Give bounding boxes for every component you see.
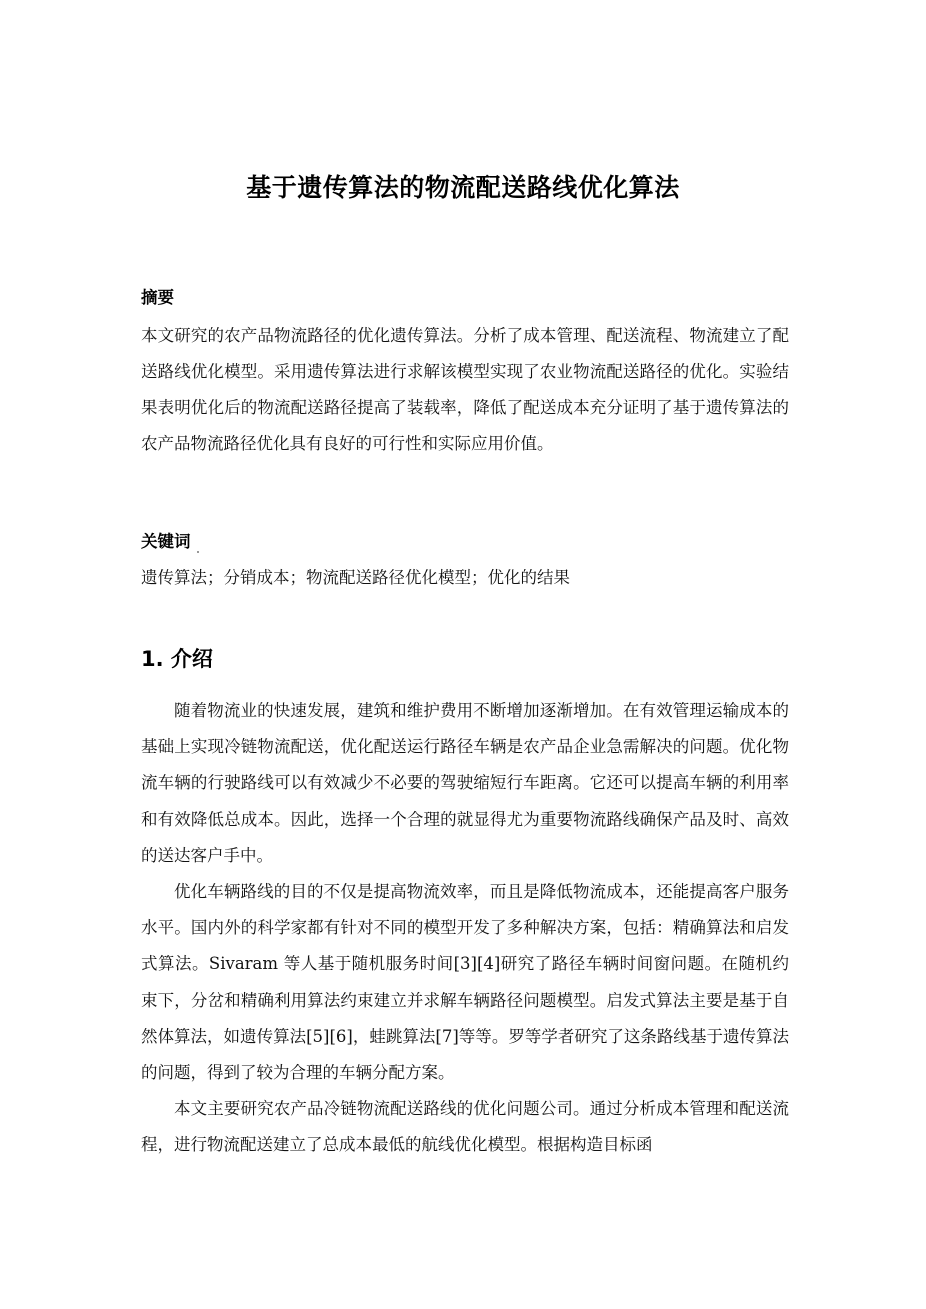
stray-mark [197, 551, 199, 553]
paper-title: 基于遗传算法的物流配送路线优化算法 [246, 173, 680, 202]
abstract-heading: 摘要 [141, 288, 174, 307]
section-1-body [141, 693, 789, 1164]
keywords-heading-wrap [141, 530, 199, 554]
abstract-text: 本文研究的农产品物流路径的优化遗传算法。分析了成本管理、配送流程、物流建立了配送路线优化模型。采用遗传算法进行求解该模型实现了农业物流配送路径的优化。实验结果表明优化后的物流配送路径提高了装载率，降低了配送成本充分证明了基于遗传算法的农产品物流路径优化具有良好的可行性和实际应用价值。 [141, 326, 789, 453]
keywords-text: 遗传算法；分销成本；物流配送路径优化模型；优化的结果 [141, 568, 570, 587]
keywords-heading: 关键词 [141, 532, 191, 551]
paragraph: 随着物流业的快速发展，建筑和维护费用不断增加逐渐增加。在有效管理运输成本的基础上实现冷链物流配送，优化配送运行路径车辆是农产品企业急需解决的问题。优化物流车辆的行驶路线可以有效减少不必要的驾驶缩短行车距离。它还可以提高车辆的利用率和有效降低总成本。因此，选择一个合理的就显得尤为重要物流路线确保产品及时、高效的送达客户手中。 [141, 701, 789, 865]
section-1-heading: 1. 介绍 [141, 647, 213, 671]
paragraph: 优化车辆路线的目的不仅是提高物流效率，而且是降低物流成本，还能提高客户服务水平。国内外的科学家都有针对不同的模型开发了多种解决方案，包括：精确算法和启发式算法。Sivaram 等人基于随机服务时间[3][4]研究了路径车辆时间窗问题。在随机约束下，分岔和精确利用算法约束建立并求解车辆路径问题模型。启发式算法主要是基于自然体算法，如遗传算法[5][6]，蛙跳算法[7]等等。罗等学者研究了这条路线基于遗传算法的问题，得到了较为合理的车辆分配方案。 [141, 882, 789, 1083]
paragraph: 本文主要研究农产品冷链物流配送路线的优化问题公司。通过分析成本管理和配送流程，进行物流配送建立了总成本最低的航线优化模型。根据构造目标函 [141, 1099, 789, 1155]
